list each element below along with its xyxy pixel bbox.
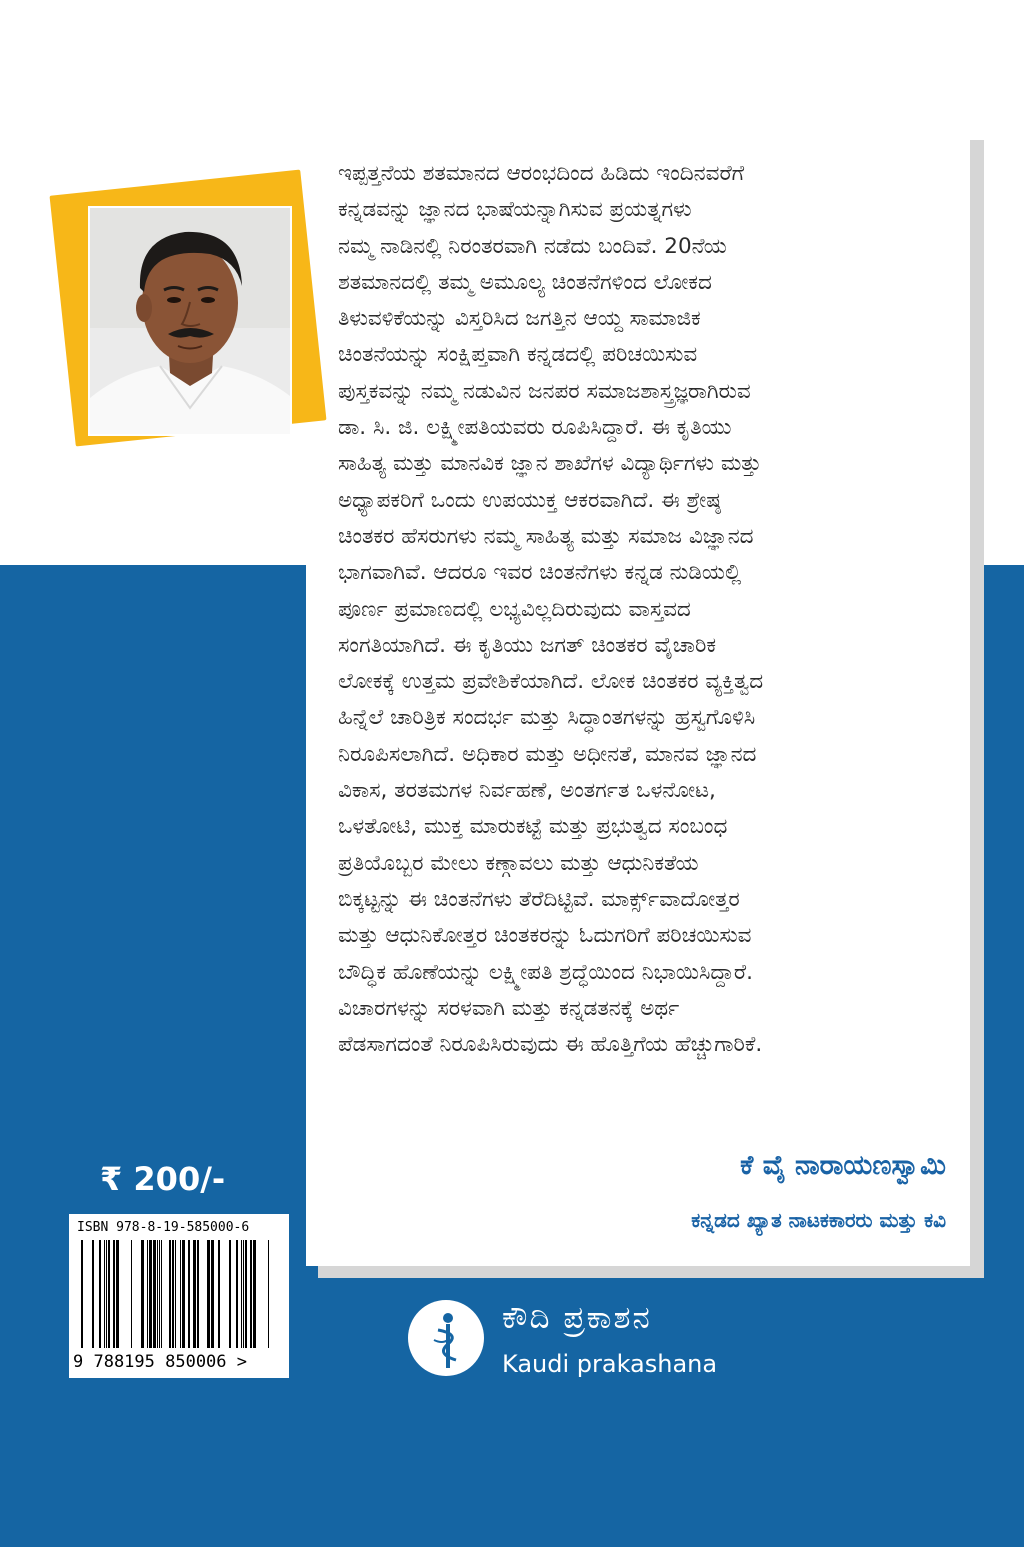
barcode-bar [188,1240,190,1348]
barcode-bar [250,1240,252,1348]
publisher-logo [408,1300,484,1376]
blurb-line: ತಿಳುವಳಿಕೆಯನ್ನು ವಿಸ್ತರಿಸಿದ ಜಗತ್ತಿನ ಆಯ್ದ ಸಾಮಾಜಿಕ [338,306,701,332]
barcode-bar [149,1240,152,1348]
publisher-logo-icon [408,1300,484,1376]
barcode-bar [153,1240,156,1348]
price-label: ₹ 200/- [100,1160,226,1198]
barcode-bar [207,1240,210,1348]
reviewer-role: ಕನ್ನಡದ ಖ್ಯಾತ ನಾಟಕಕಾರರು ಮತ್ತು ಕವಿ [691,1208,946,1232]
barcode-bar [108,1240,110,1348]
reviewer-name: ಕೆ ವೈ ನಾರಾಯಣಸ್ವಾಮಿ [740,1150,946,1181]
blurb-line: ನಿರೂಪಿಸಲಾಗಿದೆ. ಅಧಿಕಾರ ಮತ್ತು ಅಧೀನತೆ, ಮಾನವ ಜ್ಞಾನದ [338,741,757,767]
blurb-line: ಸಂಗತಿಯಾಗಿದೆ. ಈ ಕೃತಿಯು ಜಗತ್ ಚಿಂತಕರ ವೈಚಾರಿಕ [338,632,717,658]
blurb-line: ಪೂರ್ಣ ಪ್ರಮಾಣದಲ್ಲಿ ಲಭ್ಯವಿಲ್ಲದಿರುವುದು ವಾಸ್ತವದ [338,596,691,622]
barcode-bar [180,1240,181,1348]
barcode-icon [79,1240,279,1350]
blurb-line: ಪ್ರತಿಯೊಬ್ಬರ ಮೇಲು ಕಣ್ಗಾವಲು ಮತ್ತು ಆಧುನಿಕತೆಯ [338,850,699,876]
barcode-bar [92,1240,94,1348]
blurb-line: ಸಾಹಿತ್ಯ ಮತ್ತು ಮಾನವಿಕ ಜ್ಞಾನ ಶಾಖೆಗಳ ವಿದ್ಯಾರ್ಥಿಗಳು ಮತ್ತು [338,451,762,477]
blurb-line: ನಮ್ಮ ನಾಡಿನಲ್ಲಿ ನಿರಂತರವಾಗಿ ನಡೆದು ಬಂದಿವೆ. 20ನೆಯ [338,233,727,259]
barcode-bar [81,1240,83,1348]
barcode-bar [229,1240,231,1348]
blurb-line: ಹಿನ್ನೆಲೆ ಚಾರಿತ್ರಿಕ ಸಂದರ್ಭ ಮತ್ತು ಸಿದ್ಧಾಂತಗಳನ್ನು ಹ್ರಸ್ವಗೊಳಿಸಿ [338,705,756,731]
barcode-bar [253,1240,256,1348]
blurb-line: ವಿಚಾರಗಳನ್ನು ಸರಳವಾಗಿ ಮತ್ತು ಕನ್ನಡತನಕ್ಕೆ ಅರ್ಥ [338,995,680,1021]
blurb-line: ಶತಮಾನದಲ್ಲಿ ತಮ್ಮ ಅಮೂಲ್ಯ ಚಿಂತನೆಗಳಿಂದ ಲೋಕದ [338,269,712,295]
blurb-panel [306,140,970,1266]
isbn-label: ISBN 978-8-19-585000-6 [77,1220,250,1235]
blurb-line: ಚಿಂತನೆಯನ್ನು ಸಂಕ್ಷಿಪ್ತವಾಗಿ ಕನ್ನಡದಲ್ಲಿ ಪರಿಚಯಿಸುವ [338,342,698,368]
barcode-bar [197,1240,199,1348]
barcode-bar [241,1240,242,1348]
barcode-box [69,1214,289,1378]
barcode-bar [193,1240,196,1348]
barcode-bar [113,1240,115,1348]
publisher-name-kannada: ಕೌದಿ ಪ್ರಕಾಶನ [502,1300,652,1336]
blurb-text [338,156,952,1063]
blurb-line: ಪೆಡಸಾಗದಂತೆ ನಿರೂಪಿಸಿರುವುದು ಈ ಹೊತ್ತಿಗೆಯ ಹೆಚ್ಚುಗಾರಿಕೆ. [338,1032,763,1058]
blurb-line: ಪುಸ್ತಕವನ್ನು ನಮ್ಮ ನಡುವಿನ ಜನಪರ ಸಮಾಜಶಾಸ್ತ್ರಜ್ಞರಾಗಿರುವ [338,378,751,404]
barcode-bar [161,1240,162,1348]
blurb-line: ಡಾ. ಸಿ. ಜಿ. ಲಕ್ಷ್ಮೀಪತಿಯವರು ರೂಪಿಸಿದ್ದಾರೆ. ಈ ಕೃತಿಯು [338,415,732,441]
barcode-bar [104,1240,105,1348]
barcode-bar [169,1240,171,1348]
publisher-name-english: Kaudi prakashana [502,1350,718,1378]
barcode-bar [236,1240,238,1348]
barcode-bar [131,1240,132,1348]
blurb-line: ಬಿಕ್ಕಟ್ಟನ್ನು ಈ ಚಿಂತನೆಗಳು ತೆರೆದಿಟ್ಟಿವೆ. ಮಾರ್ಕ್ಸ್‌ವಾದೋತ್ತರ [338,886,740,912]
barcode-bar [245,1240,247,1348]
blurb-line: ಇಪ್ಪತ್ತನೆಯ ಶತಮಾನದ ಆರಂಭದಿಂದ ಹಿಡಿದು ಇಂದಿನವರೆಗೆ [338,161,745,186]
blurb-line: ಲೋಕಕ್ಕೆ ಉತ್ತಮ ಪ್ರವೇಶಿಕೆಯಾಗಿದೆ. ಲೋಕ ಚಿಂತಕರ ವ್ಯಕ್ತಿತ್ವದ [338,669,764,695]
barcode-bar [99,1240,101,1348]
barcode-bar [157,1240,158,1348]
blurb-line: ವಿಕಾಸ, ತರತಮಗಳ ನಿರ್ವಹಣೆ, ಅಂತರ್ಗತ ಒಳನೋಟ, [338,778,716,804]
barcode-bar [175,1240,176,1348]
barcode-bar [218,1240,220,1348]
barcode-bar [116,1240,119,1348]
barcode-bar [243,1240,244,1348]
blurb-line: ಚಿಂತಕರ ಹೆಸರುಗಳು ನಮ್ಮ ಸಾಹಿತ್ಯ ಮತ್ತು ಸಮಾಜ ವಿಜ್ಞಾನದ [338,523,754,549]
blurb-line: ಬೌದ್ಧಿಕ ಹೊಣೆಯನ್ನು ಲಕ್ಷ್ಮೀಪತಿ ಶ್ರದ್ಧೆಯಿಂದ ನಿಭಾಯಿಸಿದ್ದಾರೆ. [338,959,753,985]
barcode-bar [268,1240,269,1348]
blurb-line: ಒಳತೋಟಿ, ಮುಕ್ತ ಮಾರುಕಟ್ಟೆ ಮತ್ತು ಪ್ರಭುತ್ವದ ಸಂಬಂಧ [338,814,728,840]
barcode-number: 9 788195 850006 > [73,1352,247,1372]
barcode-bar [172,1240,174,1348]
author-portrait-image [90,208,290,434]
barcode-bar [182,1240,185,1348]
barcode-bar [106,1240,107,1348]
author-photo [88,206,292,436]
blurb-line: ಭಾಗವಾಗಿವೆ. ಆದರೂ ಇವರ ಚಿಂತನೆಗಳು ಕನ್ನಡ ನುಡಿಯಲ್ಲಿ [338,560,742,586]
blurb-line: ಅಧ್ಯಾಪಕರಿಗೆ ಒಂದು ಉಪಯುಕ್ತ ಆಕರವಾಗಿದೆ. ಈ ಶ್ರೇಷ್ಠ [338,487,721,513]
barcode-bar [211,1240,214,1348]
blurb-line: ಕನ್ನಡವನ್ನು ಜ್ಞಾನದ ಭಾಷೆಯನ್ನಾಗಿಸುವ ಪ್ರಯತ್ನಗಳು [338,197,692,223]
barcode-bar [147,1240,148,1348]
blurb-line: ಮತ್ತು ಆಧುನಿಕೋತ್ತರ ಚಿಂತಕರನ್ನು ಓದುಗರಿಗೆ ಪರಿಚಯಿಸುವ [338,923,752,949]
barcode-bar [141,1240,144,1348]
barcode-bar [159,1240,160,1348]
